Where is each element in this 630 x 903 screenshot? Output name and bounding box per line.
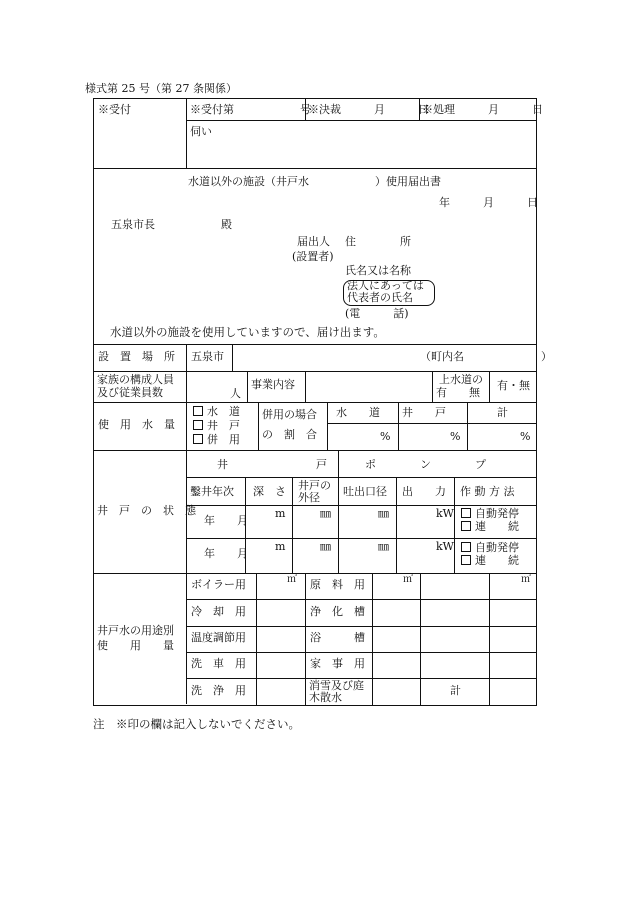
purpose-total-unit: ㎥ xyxy=(521,574,531,585)
checkbox-icon xyxy=(461,555,471,565)
inquiry-field[interactable]: 伺い xyxy=(190,125,212,138)
divider xyxy=(327,402,328,450)
well-row-2-continuous-option[interactable] xyxy=(461,555,519,567)
divider xyxy=(338,450,339,573)
purpose-cooling: 冷 却 用 xyxy=(191,605,246,618)
divider xyxy=(186,98,187,168)
power-label: 出 力 xyxy=(402,485,446,498)
divider xyxy=(467,402,468,450)
divider xyxy=(327,423,536,424)
family-label-2: 及び従業員数 xyxy=(97,386,163,399)
addressee: 五泉市長 殿 xyxy=(111,218,232,231)
corporate-line-1: 法人にあっては xyxy=(347,279,424,292)
family-label-1: 家族の構成人員 xyxy=(97,373,174,386)
well-row-2-diameter-unit: ㎜ xyxy=(320,540,331,553)
purpose-washing: 洗 浄 用 xyxy=(191,684,246,697)
divider xyxy=(186,626,536,627)
well-row-1-outlet-unit: ㎜ xyxy=(378,507,389,520)
pump-header: ポ ン プ xyxy=(365,458,486,471)
ratio-col-well: 井 戸 xyxy=(402,406,446,419)
divider xyxy=(305,573,306,705)
depth-label: 深 さ xyxy=(253,485,286,498)
checkbox-icon xyxy=(193,406,203,416)
well-row-1-power-unit: kW xyxy=(436,507,454,520)
ratio-pct-total[interactable]: % xyxy=(520,430,531,443)
usage-option-label: 併 用 xyxy=(207,433,240,446)
purpose-sprinkle-2: 木散水 xyxy=(309,691,342,704)
divider xyxy=(93,450,537,451)
continuous-label: 連 続 xyxy=(475,520,519,533)
table-border-bottom xyxy=(93,705,537,706)
location-town-input[interactable]: （町内名 ） xyxy=(420,350,552,363)
divider xyxy=(186,599,536,600)
divider xyxy=(93,168,537,169)
notice-heading: 水道以外の施設（井戸水 ）使用届出書 xyxy=(188,175,441,188)
purpose-bath: 浴 槽 xyxy=(310,631,365,644)
location-label: 設 置 場 所 xyxy=(98,350,175,363)
well-state-label: 井 戸 の 状 態 xyxy=(97,504,196,517)
ratio-col-total: 計 xyxy=(497,406,508,419)
checkbox-icon xyxy=(193,434,203,444)
divider xyxy=(247,371,248,402)
waterworks-label-1: 上水道の xyxy=(439,373,483,386)
purpose-household: 家 事 用 xyxy=(310,657,365,670)
purpose-label-1: 井戸水の用途別 xyxy=(97,624,174,637)
divider xyxy=(232,344,233,371)
usage-option-well[interactable] xyxy=(193,419,240,432)
decision-field[interactable]: ※決裁 月 日 xyxy=(308,103,429,116)
well-row-1-depth-unit: m xyxy=(275,507,286,520)
checkbox-icon xyxy=(461,542,471,552)
ratio-col-waterworks: 水 道 xyxy=(336,406,380,419)
usage-label: 使 用 水 量 xyxy=(98,418,175,431)
purpose-boiler-unit: ㎥ xyxy=(287,574,297,585)
processed-field[interactable]: ※処理 月 日 xyxy=(422,103,543,116)
auto-label: 自動発停 xyxy=(475,541,519,554)
outlet-label: 吐出口径 xyxy=(343,485,387,498)
purpose-material-unit: ㎥ xyxy=(403,574,413,585)
well-row-2-year[interactable]: 年 月 xyxy=(204,547,248,560)
diameter-label-2: 外径 xyxy=(298,491,320,504)
installer-label: (設置者) xyxy=(292,250,334,263)
checkbox-icon xyxy=(461,508,471,518)
ratio-pct-well[interactable]: % xyxy=(450,430,461,443)
year-dug-label: 鑿井年次 xyxy=(190,485,234,498)
well-row-2-auto-option[interactable] xyxy=(461,542,519,554)
purpose-material: 原 料 用 xyxy=(310,578,365,591)
divider xyxy=(432,371,433,402)
business-label: 事業内容 xyxy=(251,378,295,391)
footnote: 注 ※印の欄は記入しないでください。 xyxy=(93,717,300,731)
usage-option-both[interactable] xyxy=(193,433,240,446)
divider xyxy=(398,402,399,450)
divider xyxy=(93,344,537,345)
divider xyxy=(454,477,455,573)
ratio-label-2: の 割 合 xyxy=(262,428,317,441)
divider xyxy=(186,505,536,506)
purpose-carwash: 洗 車 用 xyxy=(191,657,246,670)
purpose-temperature: 温度調節用 xyxy=(191,631,246,644)
divider xyxy=(93,371,537,372)
divider xyxy=(372,573,373,705)
checkbox-icon xyxy=(461,521,471,531)
usage-option-waterworks[interactable] xyxy=(193,405,240,418)
telephone-label[interactable]: (電 話) xyxy=(345,307,409,320)
divider xyxy=(186,120,536,121)
purpose-sprinkle-1: 消雪及び庭 xyxy=(309,679,364,692)
continuous-label: 連 続 xyxy=(475,554,519,567)
divider xyxy=(186,652,536,653)
purpose-septic: 浄 化 槽 xyxy=(310,605,365,618)
well-row-2-depth-unit: m xyxy=(275,540,286,553)
divider xyxy=(305,371,306,402)
divider xyxy=(186,538,536,539)
well-row-1-diameter-unit: ㎜ xyxy=(320,507,331,520)
name-label[interactable]: 氏名又は名称 xyxy=(345,264,411,277)
method-label: 作 動 方 法 xyxy=(460,485,515,498)
usage-option-label: 水 道 xyxy=(207,405,240,418)
received-field[interactable]: ※受付 xyxy=(98,103,131,116)
purpose-total-label: 計 xyxy=(450,684,461,697)
waterworks-yes-no[interactable]: 有・無 xyxy=(497,379,530,392)
ratio-label-1: 併用の場合 xyxy=(262,408,317,421)
checkbox-icon xyxy=(193,420,203,430)
divider xyxy=(489,573,490,705)
purpose-label-2: 使 用 量 xyxy=(97,639,174,652)
well-header: 井 戸 xyxy=(217,458,327,471)
well-row-2-outlet-unit: ㎜ xyxy=(378,540,389,553)
usage-option-label: 井 戸 xyxy=(207,419,240,432)
divider xyxy=(396,477,397,573)
receipt-number-field[interactable]: ※受付第 号 xyxy=(190,103,311,116)
location-city: 五泉市 xyxy=(191,350,224,363)
well-row-1-continuous-option[interactable] xyxy=(461,521,519,533)
notice-date[interactable]: 年 月 日 xyxy=(439,196,538,209)
well-row-1-year[interactable]: 年 月 xyxy=(204,514,248,527)
ratio-pct-waterworks[interactable]: % xyxy=(380,430,391,443)
divider xyxy=(186,344,187,704)
table-border-top xyxy=(93,98,537,99)
divider xyxy=(93,402,537,403)
divider xyxy=(258,402,259,450)
well-row-1-auto-option[interactable] xyxy=(461,508,519,520)
purpose-boiler: ボイラー用 xyxy=(191,578,246,591)
divider xyxy=(292,477,293,573)
applicant-label: 届出人 xyxy=(297,235,330,248)
divider xyxy=(93,573,537,574)
notice-body: 水道以外の施設を使用していますので、届け出ます。 xyxy=(110,325,385,339)
corporate-line-2: 代表者の氏名 xyxy=(347,291,413,304)
auto-label: 自動発停 xyxy=(475,507,519,520)
divider xyxy=(256,573,257,705)
waterworks-label-2: 有 無 xyxy=(436,386,480,399)
divider xyxy=(420,573,421,705)
divider xyxy=(186,477,536,478)
form-number-title: 様式第 25 号（第 27 条関係） xyxy=(85,82,237,95)
well-row-2-power-unit: kW xyxy=(436,540,454,553)
family-unit: 人 xyxy=(230,387,241,400)
diameter-label-1: 井戸の xyxy=(298,479,331,492)
divider xyxy=(489,371,490,402)
address-label[interactable]: 住 所 xyxy=(345,235,411,248)
